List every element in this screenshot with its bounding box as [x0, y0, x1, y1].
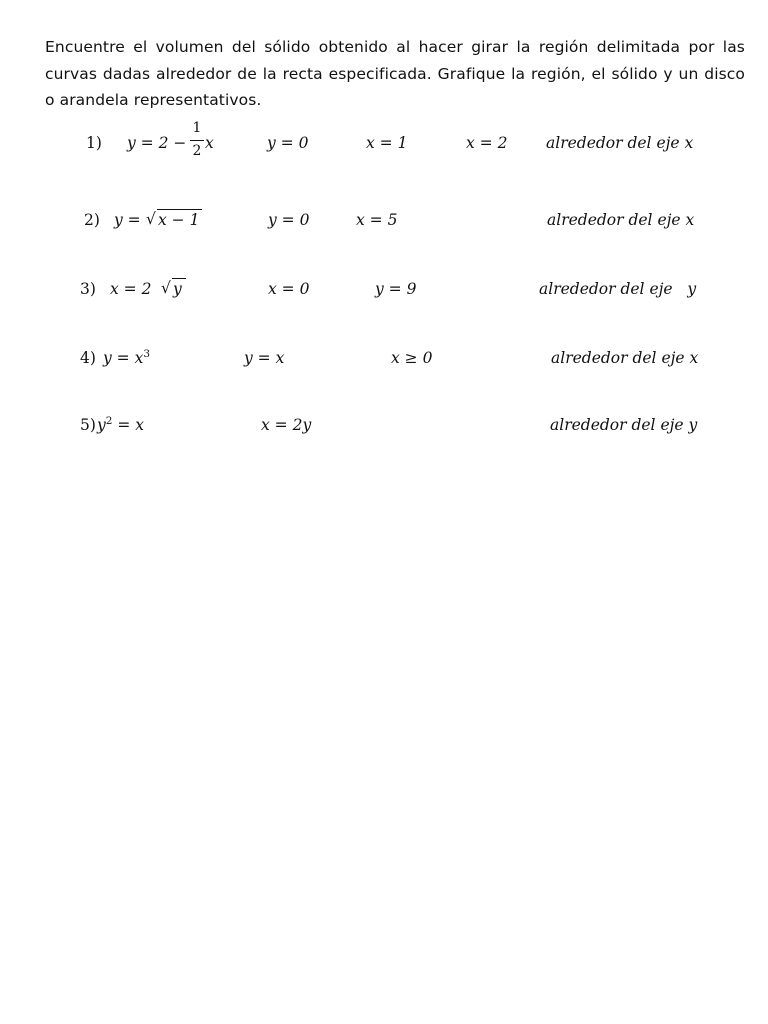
- fraction-bar: [190, 140, 204, 141]
- square-root-symbol: √: [161, 279, 171, 297]
- equation-exponent: 2: [105, 415, 113, 427]
- equation-curve-2: x = 0: [268, 280, 310, 298]
- equation-variable: x: [205, 134, 214, 152]
- equation-curve-1: [97, 415, 144, 437]
- fraction-numerator: 1: [192, 120, 202, 136]
- rotation-axis: alrededor del eje y: [550, 416, 698, 434]
- rotation-axis: alrededor del eje x: [546, 134, 694, 152]
- problem-number: 5): [80, 416, 96, 434]
- equation-curve-2: x = 2y: [261, 416, 312, 434]
- equation-curve-3: y = 9: [375, 280, 417, 298]
- equation-curve-4: x = 2: [466, 134, 508, 152]
- equation-rhs: = x: [112, 416, 145, 434]
- equation-curve-3: x ≥ 0: [391, 349, 433, 367]
- problem-number: 2): [84, 211, 100, 229]
- equation-curve-1: y =: [114, 211, 141, 229]
- square-root-radicand: y: [173, 280, 182, 298]
- equation-curve-2: y = 0: [268, 211, 310, 229]
- equation-base: y = x: [103, 349, 144, 367]
- rotation-axis: alrededor del eje x: [551, 349, 699, 367]
- problem-instructions: Encuentre el volumen del sólido obtenido al hacer girar la región delimitada por las curvas dadas alrededor de la recta especificada. Grafique la región, el sólido y un disco o arandela representativos.: [45, 38, 745, 109]
- problem-number: 1): [86, 134, 102, 152]
- square-root-radicand: x − 1: [158, 211, 200, 229]
- problem-number: 4): [80, 349, 96, 367]
- equation-curve-1: y = 2 −: [127, 134, 187, 152]
- equation-curve-1: x = 2: [110, 280, 152, 298]
- equation-curve-3: x = 5: [356, 211, 398, 229]
- equation-curve-2: y = 0: [267, 134, 309, 152]
- equation-curve-3: x = 1: [366, 134, 408, 152]
- problem-number: 3): [80, 280, 96, 298]
- square-root-symbol: √: [146, 210, 156, 228]
- equation-exponent: 3: [143, 348, 151, 360]
- rotation-axis: alrededor del eje x: [547, 211, 695, 229]
- equation-base: y: [97, 416, 106, 434]
- rotation-axis: alrededor del eje y: [539, 280, 697, 298]
- equation-curve-2: y = x: [244, 349, 285, 367]
- equation-curve-1: [103, 348, 150, 370]
- fraction-denominator: 2: [192, 143, 202, 159]
